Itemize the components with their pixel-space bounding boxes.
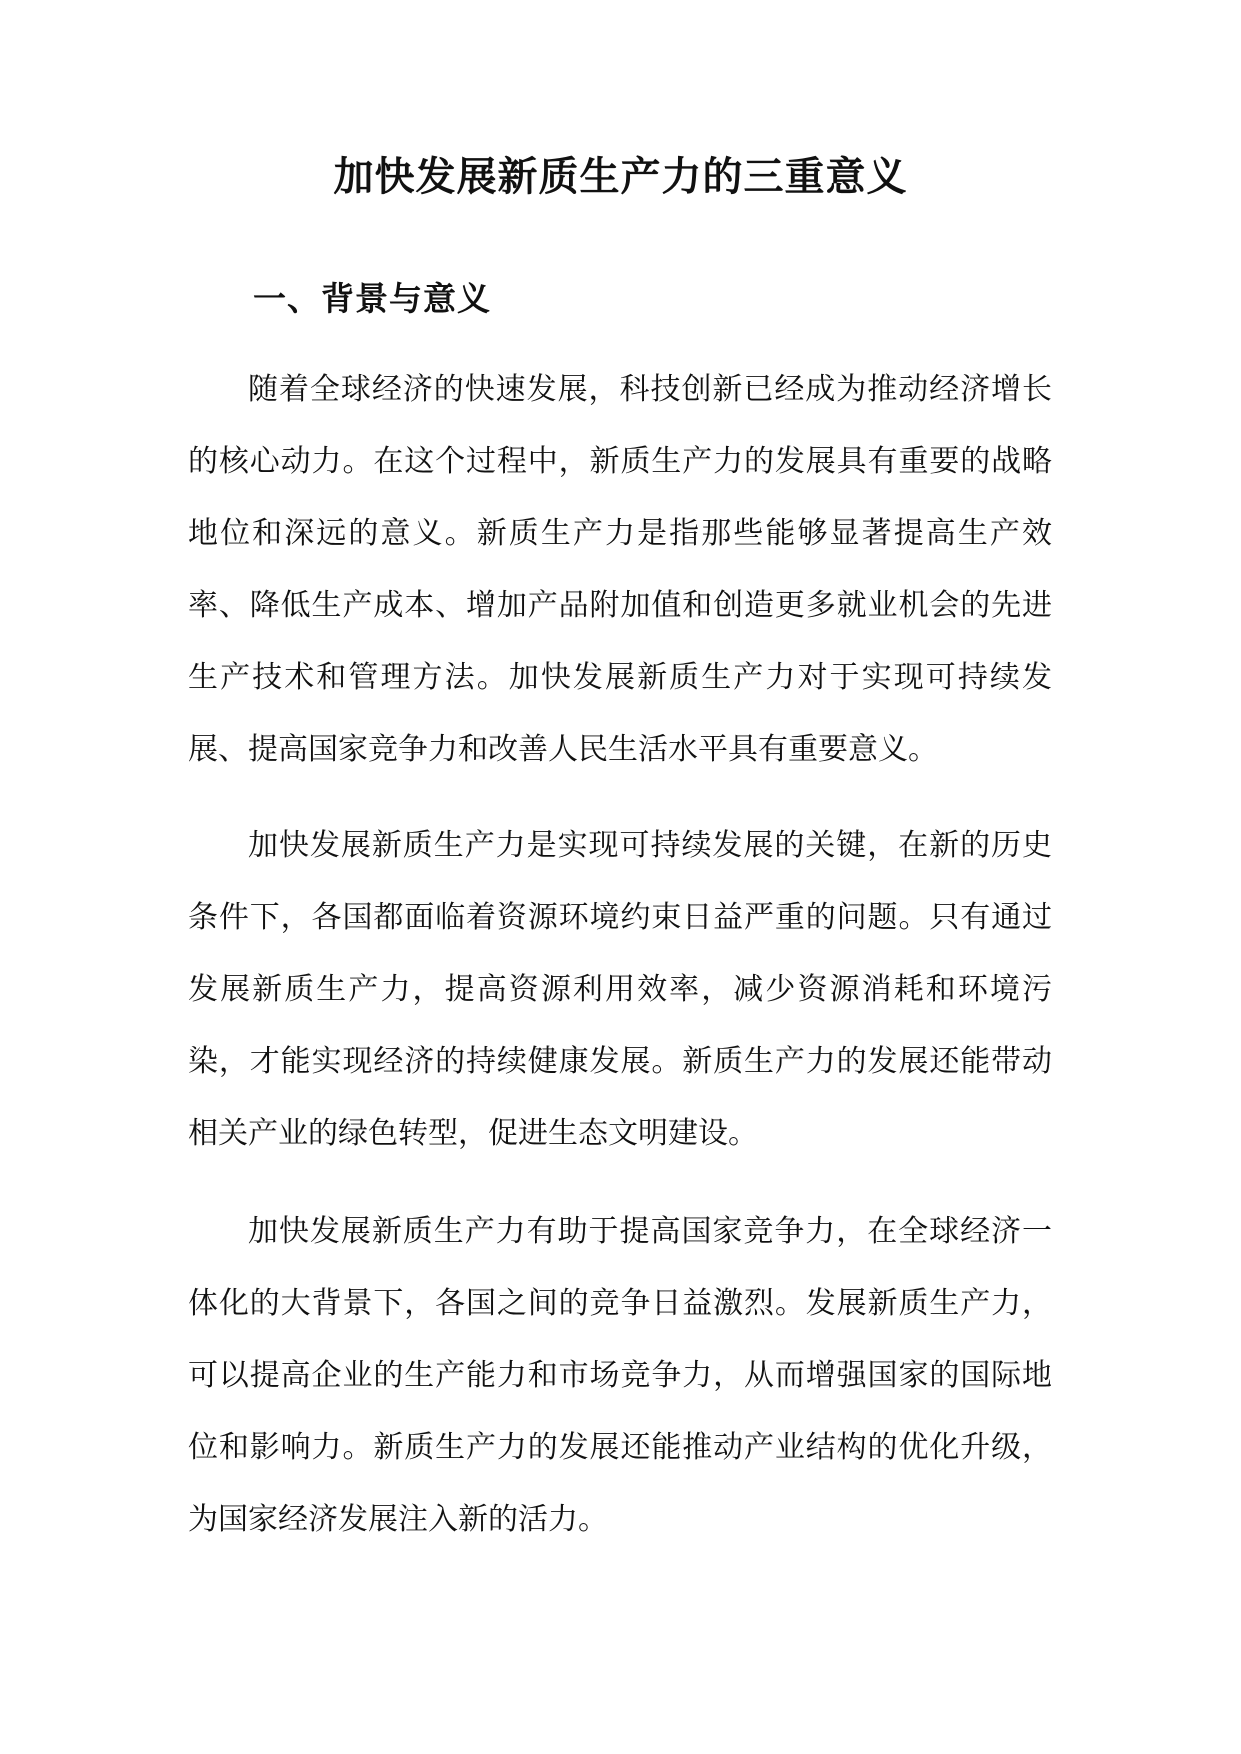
section-heading: 一、背景与意义 (253, 279, 491, 318)
paragraph-background: 随着全球经济的快速发展，科技创新已经成为推动经济增长的核心动力。在这个过程中，新质生产力的发展具有重要的战略地位和深远的意义。新质生产力是指那些能够显著提高生产效率、降低生产成本、增加产品附加值和创造更多就业机会的先进生产技术和管理方法。加快发展新质生产力对于实现可持续发展、提高国家竞争力和改善人民生活水平具有重要意义。 (188, 372, 1052, 767)
paragraph-sustainable-development: 加快发展新质生产力是实现可持续发展的关键，在新的历史条件下，各国都面临着资源环境约束日益严重的问题。只有通过发展新质生产力，提高资源利用效率，减少资源消耗和环境污染，才能实现经济的持续健康发展。新质生产力的发展还能带动相关产业的绿色转型，促进生态文明建设。 (188, 828, 1052, 1151)
document-title: 加快发展新质生产力的三重意义 (333, 153, 908, 200)
paragraph-national-competitiveness: 加快发展新质生产力有助于提高国家竞争力，在全球经济一体化的大背景下，各国之间的竞争日益激烈。发展新质生产力，可以提高企业的生产能力和市场竞争力，从而增强国家的国际地位和影响力。新质生产力的发展还能推动产业结构的优化升级，为国家经济发展注入新的活力。 (188, 1214, 1052, 1537)
